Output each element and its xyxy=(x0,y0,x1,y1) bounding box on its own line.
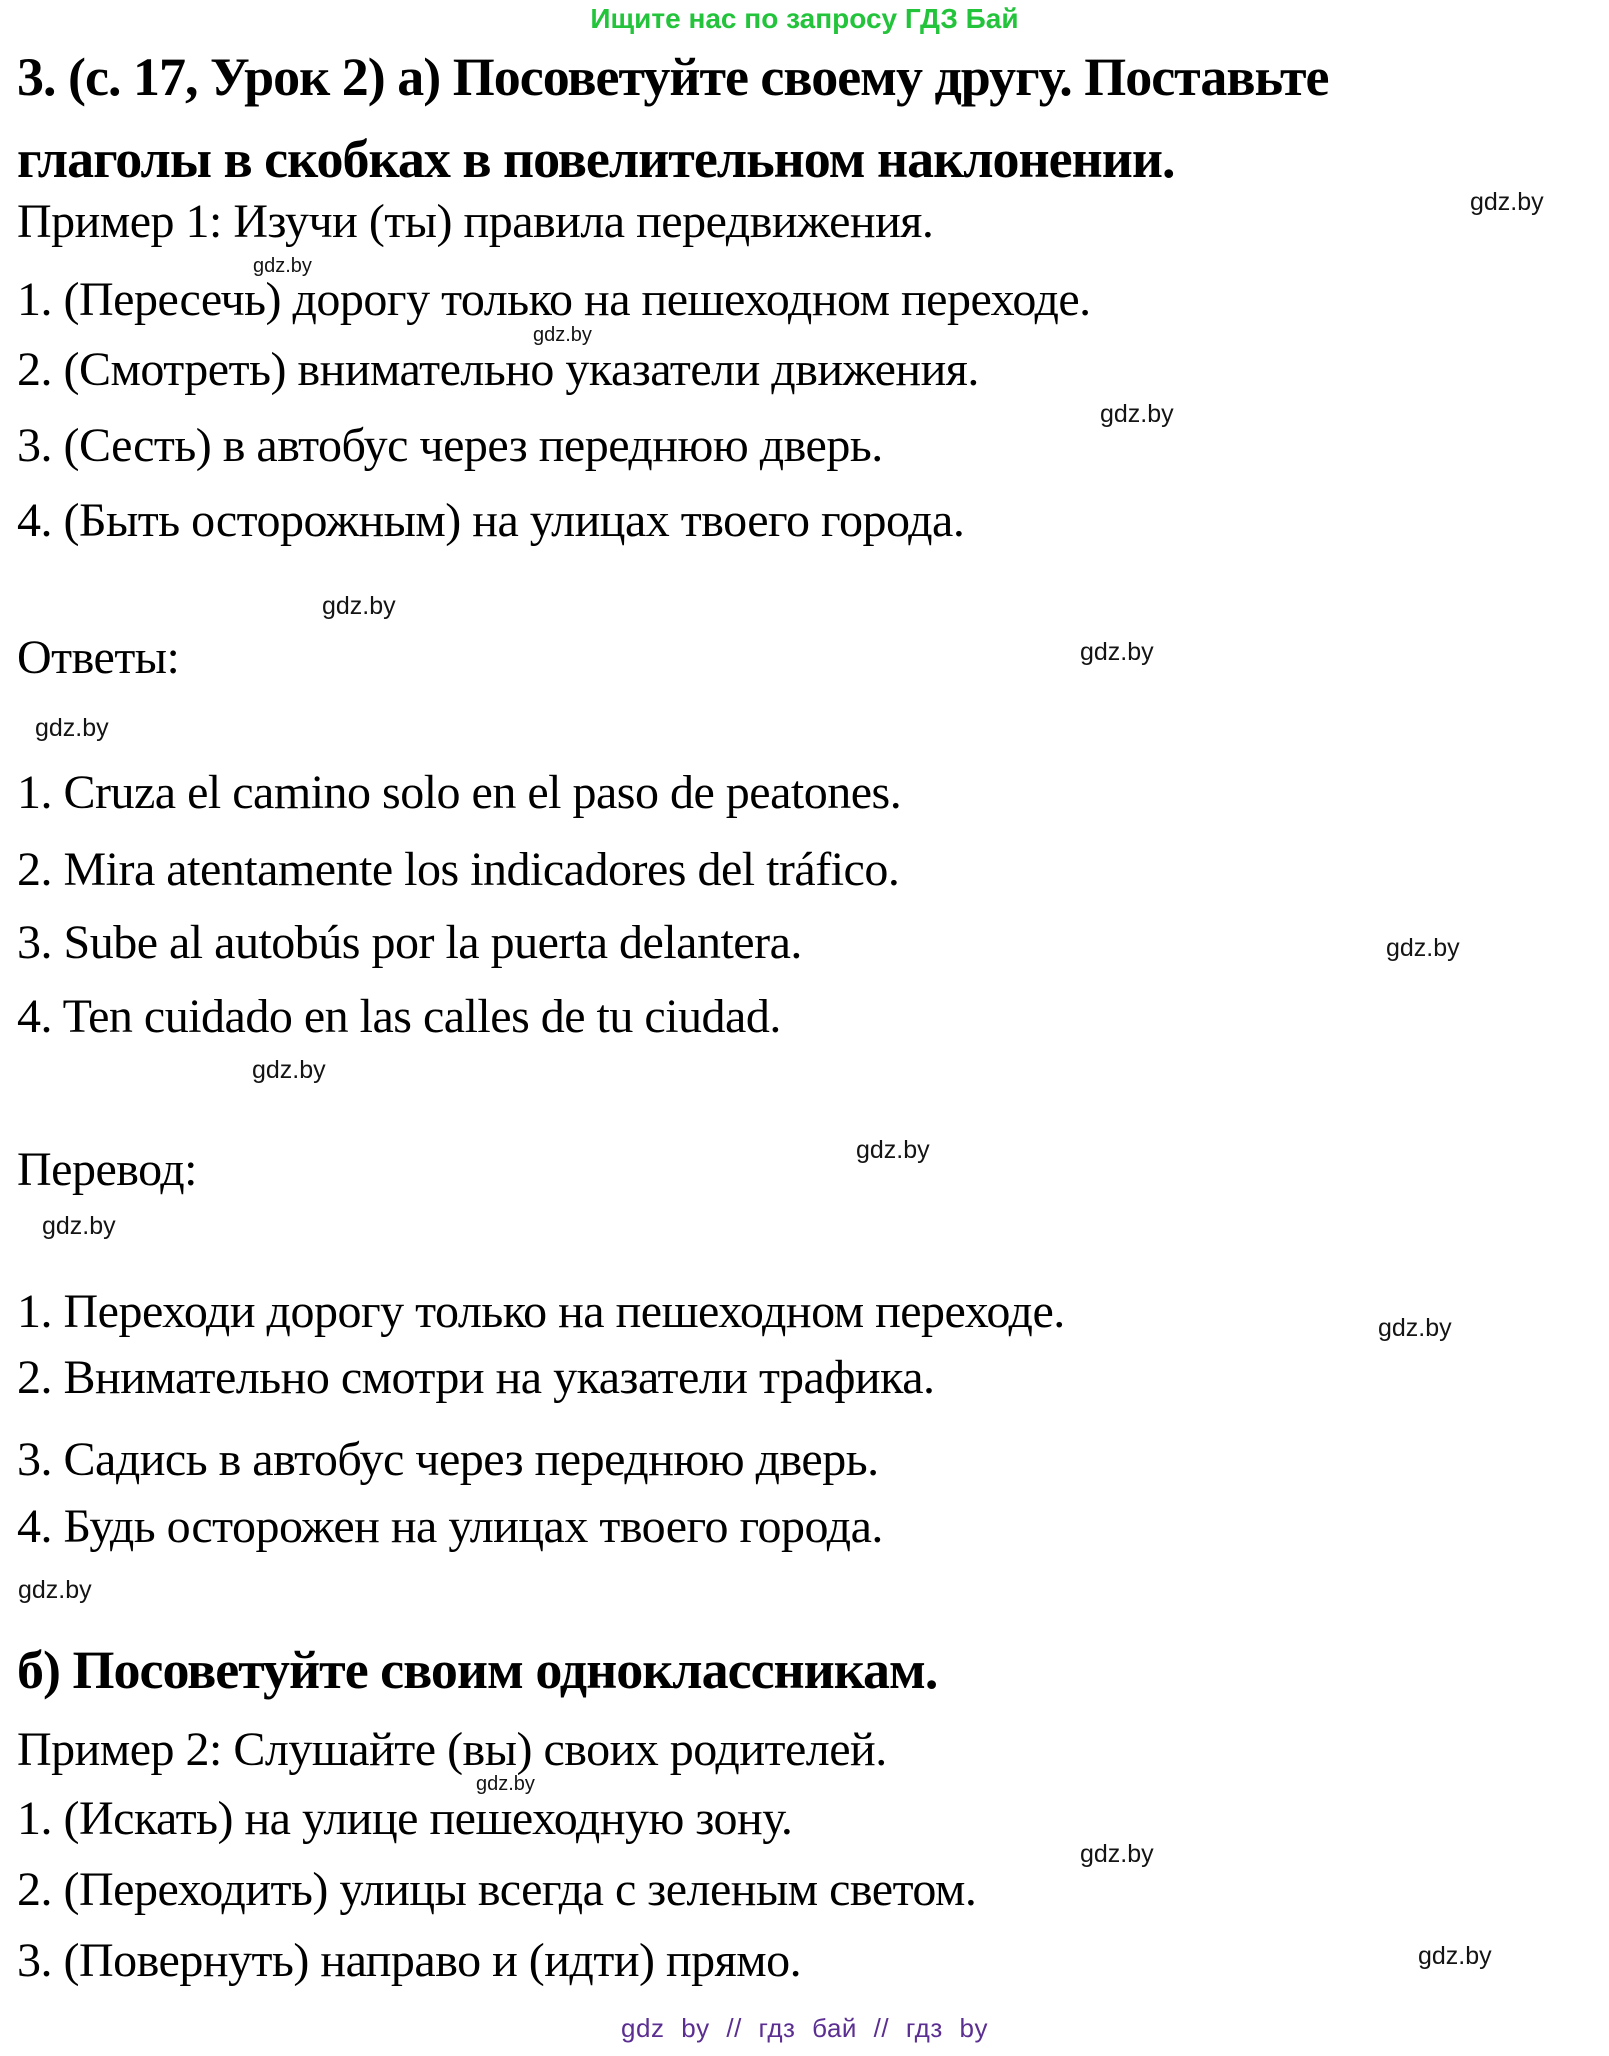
translation-item-2: 2. Внимательно смотри на указатели трафика. xyxy=(17,1351,935,1404)
translation-item-3: 3. Садись в автобус через переднюю дверь. xyxy=(17,1433,879,1486)
task-b-item-3: 3. (Повернуть) направо и (идти) прямо. xyxy=(17,1934,802,1987)
answer-item-2: 2. Mira atentamente los indicadores del tráfico. xyxy=(17,843,900,896)
watermark-gdzby-13: gdz.by xyxy=(18,1576,92,1604)
footer-sitename: gdz by // гдз бай // гдз by xyxy=(621,2013,988,2043)
answer-item-3: 3. Sube al autobús por la puerta delantera. xyxy=(17,916,802,969)
example-1: Пример 1: Изучи (ты) правила передвижения. xyxy=(17,195,934,248)
watermark-gdzby-16: gdz.by xyxy=(1418,1942,1492,1970)
promo-banner: Ищите нас по запросу ГДЗ Бай xyxy=(590,3,1019,34)
watermark-gdzby-14: gdz.by xyxy=(476,1773,535,1795)
task-a-item-2: 2. (Смотреть) внимательно указатели движения. xyxy=(17,343,979,396)
part-b-title: б) Посоветуйте своим одноклассникам. xyxy=(17,1640,938,1700)
watermark-gdzby-4: gdz.by xyxy=(1100,400,1174,428)
answer-item-4: 4. Ten cuidado en las calles de tu ciudad. xyxy=(17,990,781,1043)
watermark-gdzby-1: gdz.by xyxy=(1470,188,1544,216)
watermark-gdzby-15: gdz.by xyxy=(1080,1840,1154,1868)
task-b-item-1: 1. (Искать) на улице пешеходную зону. xyxy=(17,1792,793,1845)
exercise-title-line-1: 3. (с. 17, Урок 2) а) Посоветуйте своему другу. Поставьте xyxy=(17,47,1329,107)
example-2: Пример 2: Слушайте (вы) своих родителей. xyxy=(17,1723,887,1776)
watermark-gdzby-6: gdz.by xyxy=(1080,638,1154,666)
exercise-title-line-2: глаголы в скобках в повелительном наклонении. xyxy=(17,129,1175,189)
translation-item-4: 4. Будь осторожен на улицах твоего города. xyxy=(17,1500,883,1553)
task-a-item-4: 4. (Быть осторожным) на улицах твоего города. xyxy=(17,494,965,547)
task-b-item-2: 2. (Переходить) улицы всегда с зеленым светом. xyxy=(17,1863,977,1916)
answers-heading: Ответы: xyxy=(17,631,180,684)
translation-item-1: 1. Переходи дорогу только на пешеходном переходе. xyxy=(17,1285,1065,1338)
task-a-item-3: 3. (Сесть) в автобус через переднюю дверь. xyxy=(17,419,883,472)
translation-heading: Перевод: xyxy=(17,1143,197,1196)
watermark-gdzby-7: gdz.by xyxy=(35,714,109,742)
watermark-gdzby-10: gdz.by xyxy=(856,1136,930,1164)
task-a-item-1: 1. (Пересечь) дорогу только на пешеходном переходе. xyxy=(17,273,1091,326)
watermark-gdzby-5: gdz.by xyxy=(322,592,396,620)
watermark-gdzby-8: gdz.by xyxy=(1386,934,1460,962)
watermark-gdzby-2: gdz.by xyxy=(253,255,312,277)
watermark-gdzby-12: gdz.by xyxy=(1378,1314,1452,1342)
watermark-gdzby-9: gdz.by xyxy=(252,1056,326,1084)
watermark-gdzby-11: gdz.by xyxy=(42,1212,116,1240)
watermark-gdzby-3: gdz.by xyxy=(533,324,592,346)
answer-item-1: 1. Cruza el camino solo en el paso de peatones. xyxy=(17,766,902,819)
